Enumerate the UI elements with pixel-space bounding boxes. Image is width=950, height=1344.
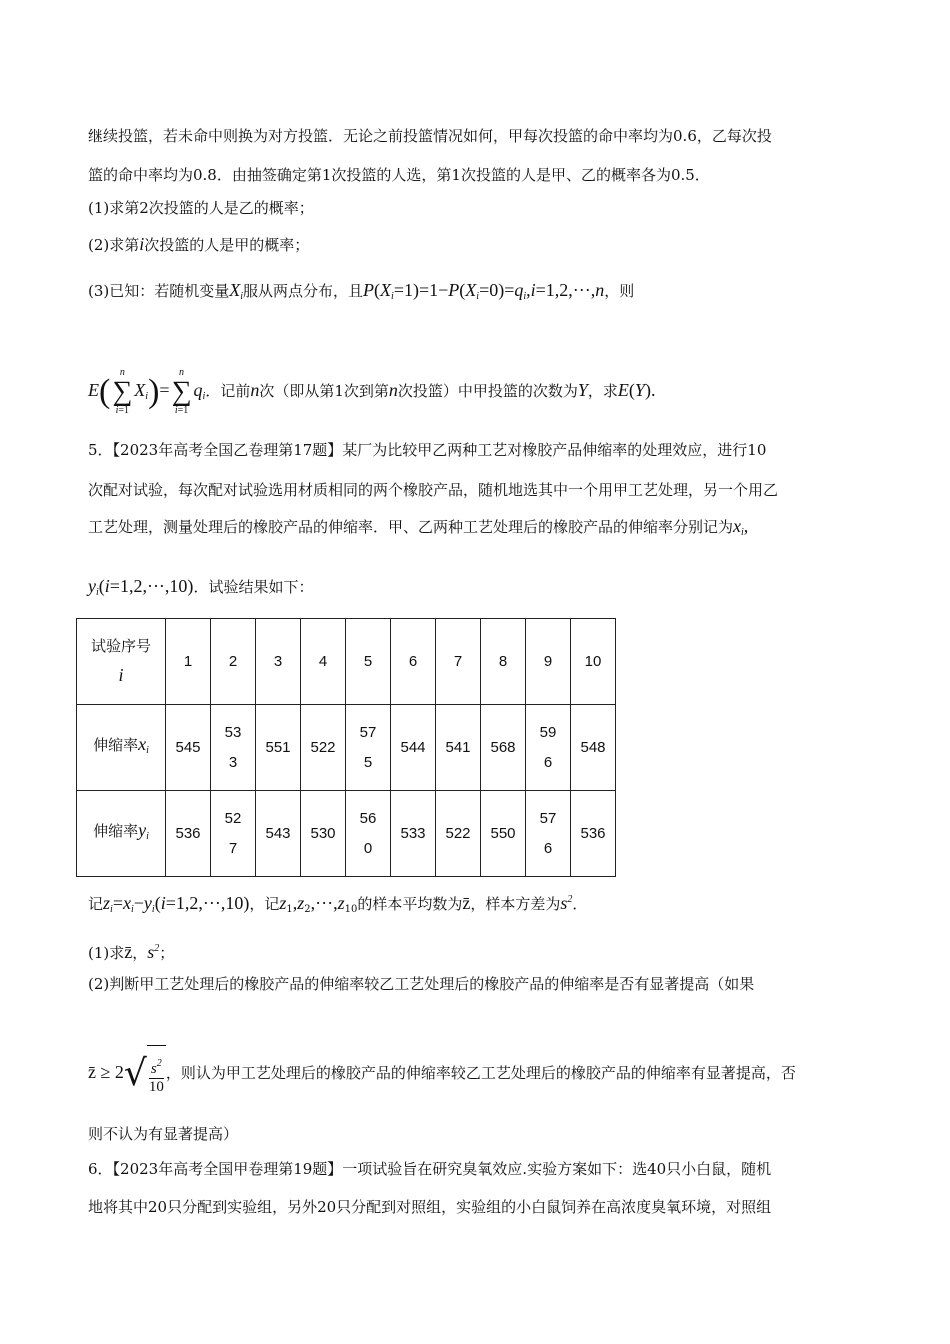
table-cell: 530 bbox=[301, 791, 346, 877]
q4-tail-ey: E(Y) bbox=[617, 380, 651, 400]
q5-p1-zbar: z̄ bbox=[124, 942, 133, 962]
q4-sub2-text-a: (2)求第 bbox=[88, 236, 140, 254]
table-cell bbox=[211, 705, 256, 791]
header-label-text: 试验序号 bbox=[90, 637, 151, 655]
table-cell: 7 bbox=[436, 619, 481, 705]
table-cell: 543 bbox=[256, 791, 301, 877]
q5-def-e: ． bbox=[572, 895, 588, 913]
q5-condition-formula: z̄ ≥ 2 √ $\frac{s^2}{10}$ bbox=[88, 1064, 166, 1082]
table-row-x-label: 伸缩率$x_i$ bbox=[77, 705, 166, 791]
table-cell-text: 527 bbox=[224, 809, 242, 857]
table-cell-text: 533 bbox=[224, 723, 242, 771]
q5-line-3: 工艺处理，测量处理后的橡胶产品的伸缩率．甲、乙两种工艺处理后的橡胶产品的伸缩率分别记为$x_i$, bbox=[88, 516, 749, 538]
q5-def-s2: $s^2$ bbox=[560, 893, 573, 913]
q5-line-3-xi: $x_i$ bbox=[733, 516, 744, 538]
q5-line-2: 次配对试验，每次配对试验选用材质相同的两个橡胶产品，随机地选其中一个用甲工艺处理，另一个用乙 bbox=[88, 481, 779, 499]
table-cell: 536 bbox=[571, 791, 616, 877]
table-cell: 550 bbox=[481, 791, 526, 877]
q5-line-4 bbox=[88, 574, 313, 605]
table-cell: 6 bbox=[391, 619, 436, 705]
q5-def-d: ，样本方差为 bbox=[470, 895, 561, 913]
experiment-table bbox=[76, 618, 616, 877]
table-cell: 533 bbox=[391, 791, 436, 877]
q4-sub3-text-c: ，则 bbox=[604, 282, 635, 300]
q5-def-zlist: $z_1,z_2,\cdot\cdot\cdot,z_{10}$ bbox=[279, 893, 358, 915]
table-cell: 548 bbox=[571, 705, 616, 791]
table-header-label bbox=[77, 619, 166, 705]
q4-tail-n1: n bbox=[250, 380, 260, 400]
q4-tail-d: ，求 bbox=[587, 382, 618, 400]
table-cell: 2 bbox=[211, 619, 256, 705]
q5-p1-a: (1)求 bbox=[88, 944, 125, 962]
q5-part-2: (2)判断甲工艺处理后的橡胶产品的伸缩率较乙工艺处理后的橡胶产品的伸缩率是否有显著提高（如果 bbox=[88, 975, 755, 993]
q5-def-b: ，记 bbox=[249, 895, 280, 913]
q4-tail-c: 次投篮）中甲投篮的次数为 bbox=[397, 382, 578, 400]
q6-line-2: 地将其中20只分配到实验组，另外20只分配到对照组，实验组的小白鼠饲养在高浓度臭氧环境，对照组 bbox=[88, 1198, 772, 1216]
table-cell bbox=[526, 705, 571, 791]
q4-expectation-formula: E( n ∑ i=1 $X_i)=$ n ∑ i=1 $q_i$ bbox=[88, 367, 206, 416]
q5-line-4-tail: ．试验结果如下： bbox=[193, 578, 314, 596]
q4-sub3-formula: $P(X_i=1)=1-P(X_i=0)=q_i,i=1,2,\cdot\cdot\cdot,n$ bbox=[363, 280, 605, 302]
table-cell bbox=[211, 791, 256, 877]
row-x-label-text: 伸缩率 bbox=[93, 737, 139, 754]
table-cell: 5 bbox=[346, 619, 391, 705]
table-cell-text: 560 bbox=[359, 809, 377, 857]
q5-def-a: 记 bbox=[88, 895, 104, 913]
table-cell: 10 bbox=[571, 619, 616, 705]
table-cell: 8 bbox=[481, 619, 526, 705]
q5-condition-tail: ，则认为甲工艺处理后的橡胶产品的伸缩率较乙工艺处理后的橡胶产品的伸缩率有显著提高，否 bbox=[165, 1064, 796, 1082]
q5-def-zbar: z̄ bbox=[462, 893, 471, 913]
table-cell: 522 bbox=[301, 705, 346, 791]
q4-expectation-line: E( n ∑ i=1 $X_i)=$ n ∑ i=1 $q_i$．记前n次（即从第1次到第n次投篮）中甲投篮的次数为Y，求E(Y). bbox=[88, 367, 656, 416]
table-cell: 545 bbox=[166, 705, 211, 791]
q4-sub2-var: i bbox=[139, 234, 145, 254]
q4-sub3-text-b: 服从两点分布，且 bbox=[243, 282, 364, 300]
q5-def-c: 的样本平均数为 bbox=[357, 895, 463, 913]
q4-tail-n2: n bbox=[388, 380, 398, 400]
table-cell: 536 bbox=[166, 791, 211, 877]
table-cell bbox=[346, 705, 391, 791]
q4-sub2-text-b: 次投篮的人是甲的概率； bbox=[144, 236, 310, 254]
q4-line-1: 继续投篮，若未命中则换为对方投篮．无论之前投篮情况如何，甲每次投篮的命中率均为0.6，乙每次投 bbox=[88, 127, 772, 145]
table-cell: 568 bbox=[481, 705, 526, 791]
q4-sub3-math-x: $X_i$ bbox=[229, 280, 244, 302]
table-row-y bbox=[77, 791, 616, 877]
table-cell: 9 bbox=[526, 619, 571, 705]
table-cell: 3 bbox=[256, 619, 301, 705]
q4-tail-b: 次（即从第1次到第 bbox=[259, 382, 389, 400]
table-cell-text: 575 bbox=[359, 723, 377, 771]
table-cell: 541 bbox=[436, 705, 481, 791]
q4-line-2: 篮的命中率均为0.8．由抽签确定第1次投篮的人选，第1次投篮的人是甲、乙的概率各为0.5． bbox=[88, 166, 710, 184]
table-cell: 522 bbox=[436, 791, 481, 877]
q4-sub3 bbox=[88, 278, 634, 309]
q4-sub3-text-a: (3)已知：若随机变量 bbox=[88, 282, 230, 300]
table-cell: 551 bbox=[256, 705, 301, 791]
q4-sub1: (1)求第2次投篮的人是乙的概率； bbox=[88, 199, 314, 217]
row-y-label-text: 伸缩率 bbox=[93, 823, 139, 840]
q5-p1-b: ， bbox=[132, 944, 148, 962]
table-row-y-label: 伸缩率$y_i$ bbox=[77, 791, 166, 877]
table-cell: 4 bbox=[301, 619, 346, 705]
q5-line-4-formula: $y_i(i=1,2,\cdot\cdot\cdot,10)$ bbox=[88, 576, 194, 598]
table-cell-text: 596 bbox=[539, 723, 557, 771]
q5-def-formula: $z_i=x_i-y_i(i=1,2,\cdot\cdot\cdot,10)$ bbox=[103, 893, 250, 915]
q5-line-3-text: 工艺处理，测量处理后的橡胶产品的伸缩率．甲、乙两种工艺处理后的橡胶产品的伸缩率分别记为 bbox=[88, 518, 734, 536]
table-row-x bbox=[77, 705, 616, 791]
q4-sub2 bbox=[88, 232, 309, 257]
q5-condition-last: 则不认为有显著提高） bbox=[88, 1125, 239, 1143]
table-cell bbox=[346, 791, 391, 877]
table-cell-text: 576 bbox=[539, 809, 557, 857]
table-cell: 1 bbox=[166, 619, 211, 705]
table-cell: 544 bbox=[391, 705, 436, 791]
header-label-var: i bbox=[118, 664, 124, 685]
q5-p1-c: ； bbox=[159, 944, 175, 962]
q4-tail-y: Y bbox=[577, 380, 588, 400]
table-cell bbox=[526, 791, 571, 877]
q5-p1-s2: $s^2$ bbox=[147, 942, 160, 962]
q4-tail-a: ．记前 bbox=[205, 382, 251, 400]
q5-condition-line bbox=[88, 1044, 796, 1104]
q5-line-1: 5．【2023年高考全国乙卷理第17题】某厂为比较甲乙两种工艺对橡胶产品伸缩率的处理效应，进行10 bbox=[88, 441, 767, 459]
table-row-index bbox=[77, 619, 616, 705]
q6-line-1: 6．【2023年高考全国甲卷理第19题】一项试验旨在研究臭氧效应.实验方案如下：选40只小白鼠，随机 bbox=[88, 1160, 772, 1178]
q5-part-1 bbox=[88, 937, 174, 965]
q5-definition bbox=[88, 888, 587, 922]
